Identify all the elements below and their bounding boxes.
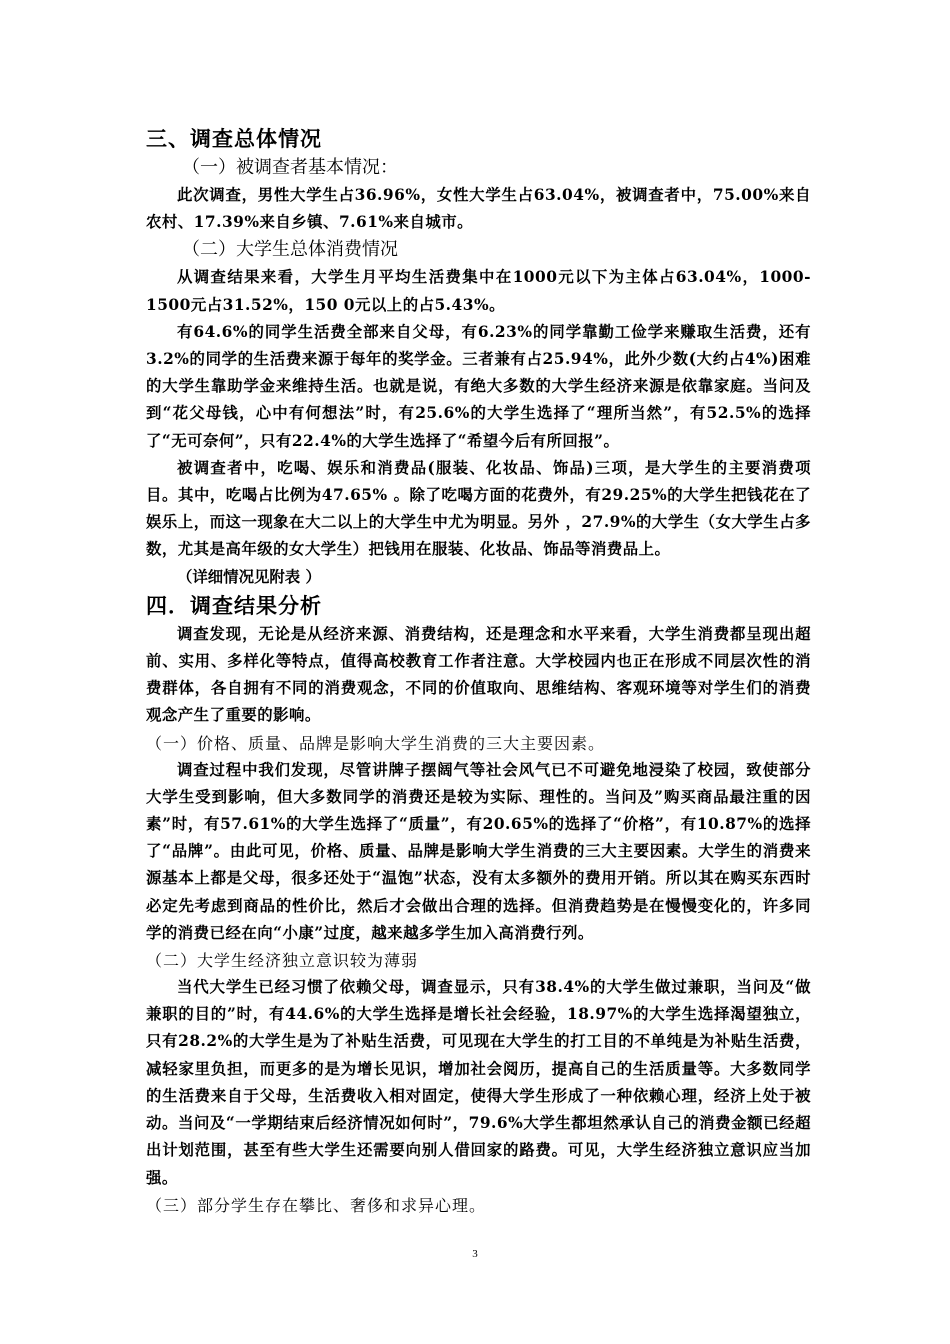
section3-sub1-heading: （一）被调查者基本情况：: [182, 157, 398, 178]
section3-sub2-heading: （二）大学生总体消费情况: [182, 239, 398, 261]
section3-heading: 三、调查总体情况: [146, 126, 322, 151]
appendix-note: （详细情况见附表 ）: [177, 567, 321, 586]
section3-sub1-paragraph: 此次调查，男性大学生占36.96%，女性大学生占63.04%，被调查者中，75.00%来自农村、17.39%来自乡镇、7.61%来自城市。: [146, 186, 811, 232]
page-number: 3: [472, 1248, 478, 1260]
section3-sub2-paragraph-1: 从调查结果来看，大学生月平均生活费集中在1000元以下为主体占63.04%，1000-1500元占31.52%，150 0元以上的占5.43%。: [146, 268, 811, 314]
section4-sub1-paragraph: 调查过程中我们发现，尽管讲牌子摆阔气等社会风气已不可避免地浸染了校园，致使部分大学生受到影响，但大多数同学的消费还是较为实际、理性的。当问及”购买商品最注重的因素”时，有57.61%的大学生选择了“质量”，有20.65%的选择了“价格”，有10.87%的选择了“品牌”。由此可见，价格、质量、品牌是影响大学生消费的三大主要因素。大学生的消费来源基本上都是父母，很多还处于“温饱”状态，没有太多额外的费用开销。所以其在购买东西时必定先考虑到商品的性价比，然后才会做出合理的选择。但消费趋势是在慢慢变化的，许多同学的消费已经在向“小康”过度，越来越多学生加入高消费行列。: [146, 760, 811, 942]
section4-sub2-heading: （二）大学生经济独立意识较为薄弱: [146, 951, 419, 971]
section4-intro-paragraph: 调查发现，无论是从经济来源、消费结构，还是理念和水平来看，大学生消费都呈现出超前、实用、多样化等特点，值得高校教育工作者注意。大学校园内也正在形成不同层次性的消费群体，各自拥有不同的消费观念，不同的价值取向、思维结构、客观环境等对学生们的消费观念产生了重要的影响。: [146, 624, 811, 725]
section3-sub2-paragraph-2: 有64.6%的同学生活费全部来自父母，有6.23%的同学靠勤工俭学来赚取生活费，还有3.2%的同学的生活费来源于每年的奖学金。三者兼有占25.94%，此外少数(大约占4%)困难的大学生靠助学金来维持生活。也就是说，有绝大多数的大学生经济来源是依靠家庭。当问及到“花父母钱，心中有何想法”时，有25.6%的大学生选择了“理所当然”，有52.5%的选择了“无可奈何”，只有22.4%的大学生选择了“希望今后有所回报”。: [146, 322, 811, 450]
section4-sub3-heading: （三）部分学生存在攀比、奢侈和求异心理。: [146, 1195, 487, 1215]
page-content: [146, 124, 811, 1219]
section4-sub2-paragraph: 当代大学生已经习惯了依赖父母，调查显示，只有38.4%的大学生做过兼职，当问及“做兼职的目的”时，有44.6%的大学生选择是增长社会经验，18.97%的大学生选择渴望独立，只有28.2%的大学生是为了补贴生活费，可见现在大学生的打工目的不单纯是为补贴生活费，减轻家里负担，而更多的是为增长见识，增加社会阅历，提高自己的生活质量等。大多数同学的生活费来自于父母，生活费收入相对固定，使得大学生形成了一种依赖心理，经济上处于被动。当问及“一学期结束后经济情况如何时”，79.6%大学生都坦然承认自己的消费金额已经超出计划范围，甚至有些大学生还需要向别人借回家的路费。可见，大学生经济独立意识应当加强。: [146, 978, 811, 1187]
section4-heading: 四．调查结果分析: [146, 592, 322, 618]
section3-sub2-paragraph-3: 被调查者中，吃喝、娱乐和消费品(服装、化妆品、饰品)三项，是大学生的主要消费项目。其中，吃喝占比例为47.65% 。除了吃喝方面的花费外，有29.25%的大学生把钱花在了娱乐上，而这一现象在大二以上的大学生中尤为明显。另外 ，27.9%的大学生（女大学生占多数，尤其是高年级的女大学生）把钱用在服装、化妆品、饰品等消费品上。: [146, 458, 811, 559]
section4-sub1-heading: （一）价格、质量、品牌是影响大学生消费的三大主要因素。: [146, 733, 606, 753]
